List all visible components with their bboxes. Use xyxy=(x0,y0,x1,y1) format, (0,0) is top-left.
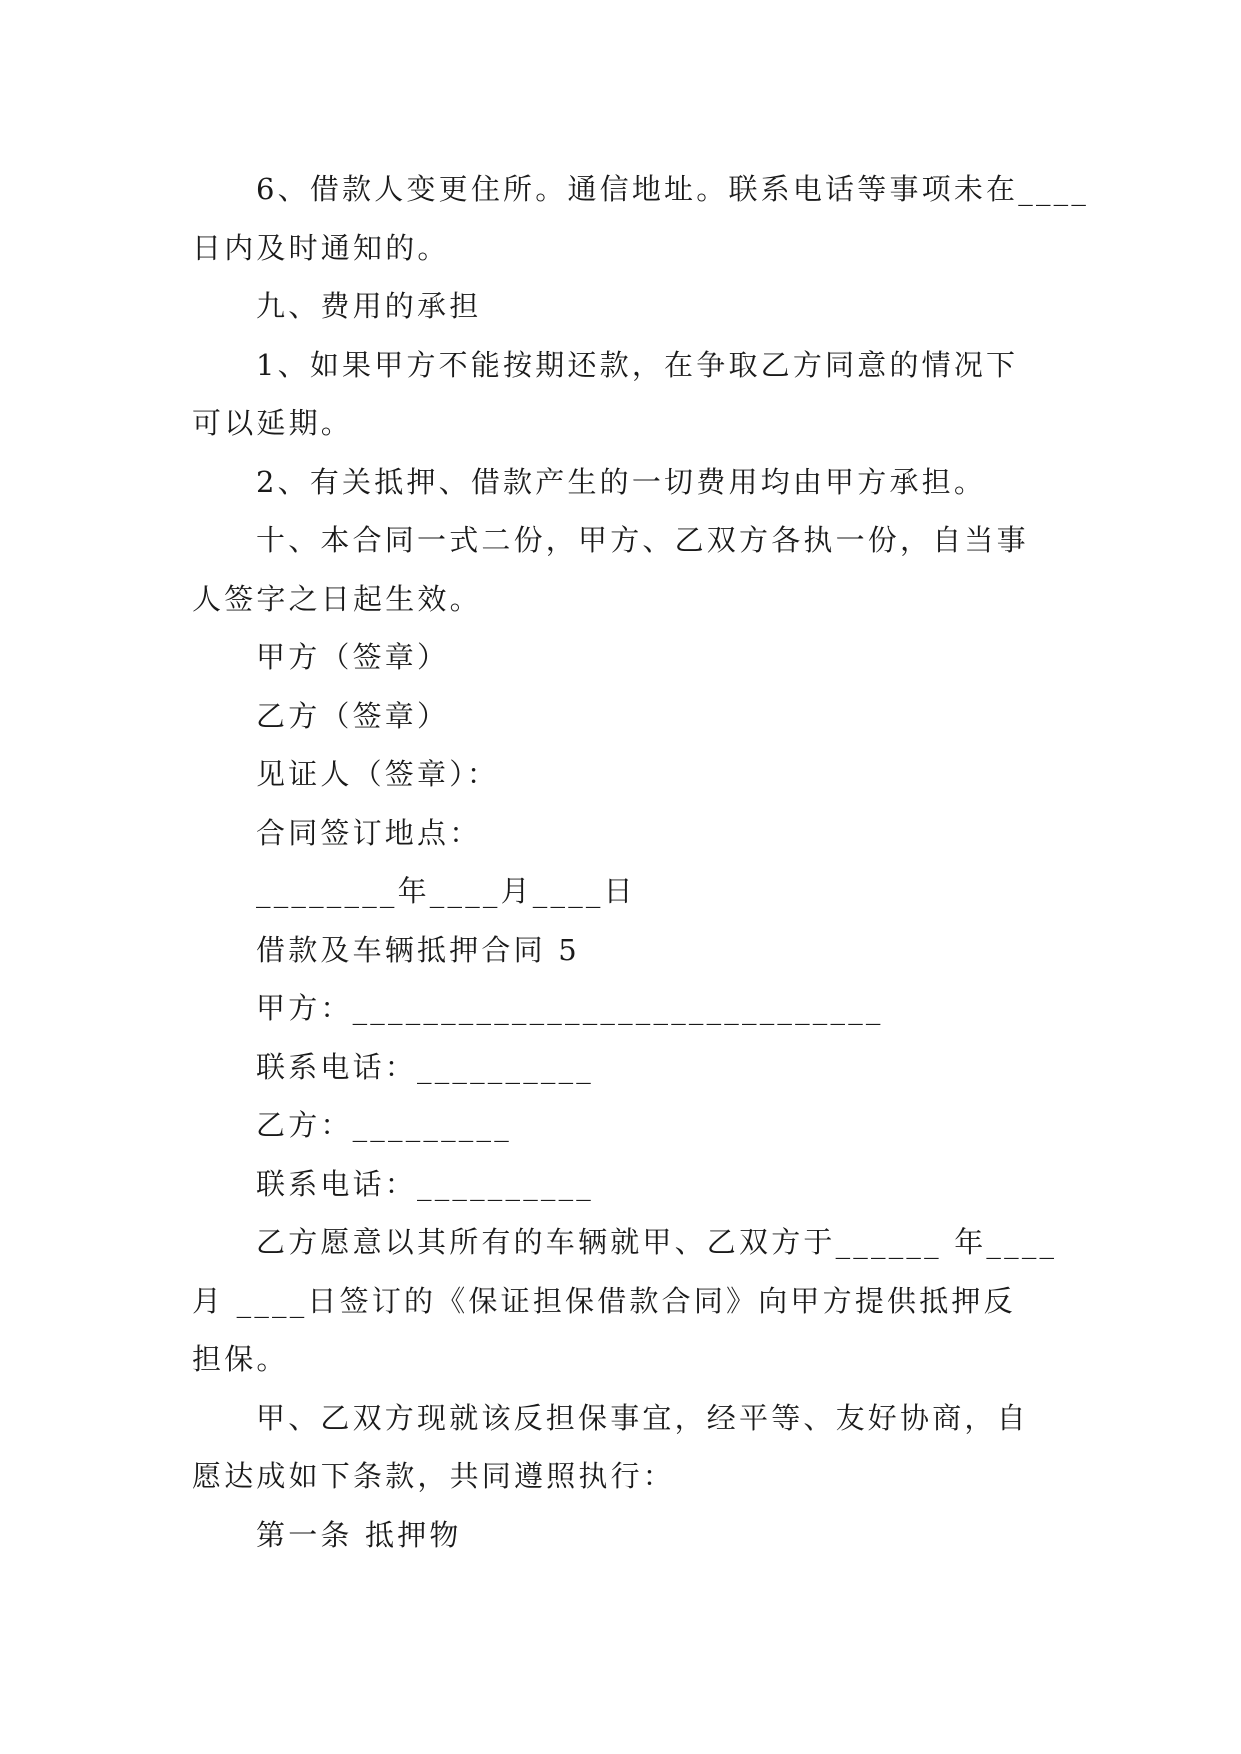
preamble-1-line-3: 担保。 xyxy=(192,1342,289,1376)
clause-8-6-line-1: 6、借款人变更住所。通信地址。联系电话等事项未在____ xyxy=(256,172,1090,206)
clause-8-6-line-2: 日内及时通知的。 xyxy=(192,230,450,265)
party-b-phone: 联系电话：__________ xyxy=(256,1166,595,1201)
party-b-field: 乙方：_________ xyxy=(256,1108,512,1142)
party-a-phone: 联系电话：__________ xyxy=(256,1049,595,1084)
clause-9-1-line-1: 1、如果甲方不能按期还款，在争取乙方同意的情况下 xyxy=(256,347,1019,382)
clause-9-1-line-2: 可以延期。 xyxy=(192,406,354,440)
witness-signature: 见证人（签章）： xyxy=(256,757,500,791)
contract-5-title: 借款及车辆抵押合同 5 xyxy=(256,932,580,967)
section-10-line-1: 十、本合同一式二份，甲方、乙双方各执一份，自当事 xyxy=(256,523,1029,557)
preamble-2-line-2: 愿达成如下条款，共同遵照执行： xyxy=(192,1459,676,1493)
signing-date: ________年____月____日 xyxy=(256,874,636,908)
preamble-2-line-1: 甲、乙双方现就该反担保事宜，经平等、友好协商，自 xyxy=(256,1400,1029,1435)
article-1-heading: 第一条 抵押物 xyxy=(256,1517,462,1552)
clause-9-2: 2、有关抵押、借款产生的一切费用均由甲方承担。 xyxy=(256,464,987,499)
signing-location: 合同签订地点： xyxy=(256,815,482,850)
document-body xyxy=(192,160,1090,1564)
party-a-field: 甲方：______________________________ xyxy=(256,991,884,1025)
preamble-1-line-1: 乙方愿意以其所有的车辆就甲、乙双方于______ 年____ xyxy=(256,1225,1058,1259)
section-9-heading: 九、费用的承担 xyxy=(256,289,482,323)
preamble-1-line-2: 月 ____日签订的《保证担保借款合同》向甲方提供抵押反 xyxy=(192,1283,1016,1318)
party-a-signature: 甲方（签章） xyxy=(256,640,450,674)
section-10-line-2: 人签字之日起生效。 xyxy=(192,581,482,616)
party-b-signature: 乙方（签章） xyxy=(256,698,450,733)
